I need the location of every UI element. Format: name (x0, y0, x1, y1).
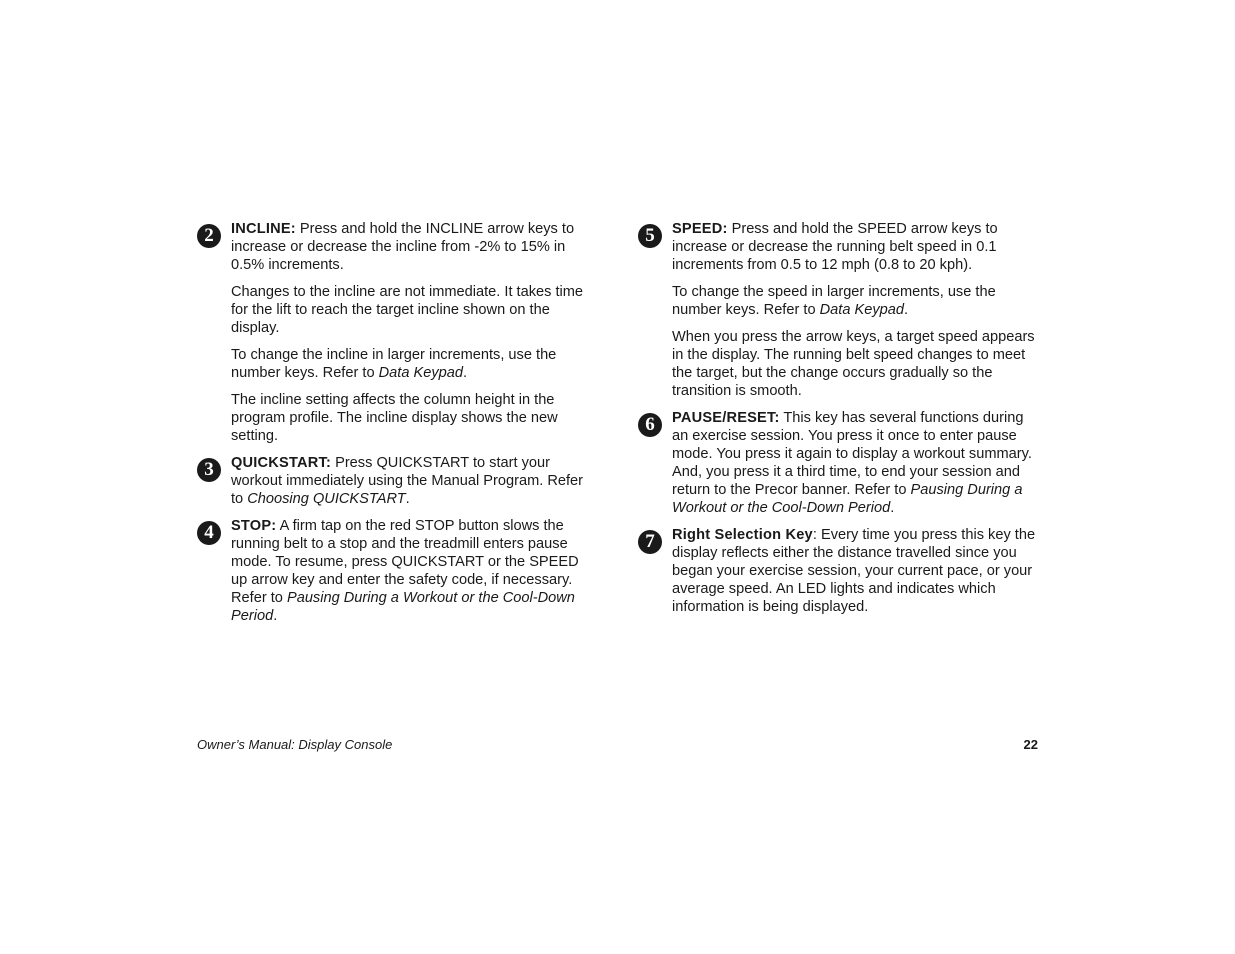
number-badge-6: 6 (638, 413, 662, 437)
speed-para2-ref: Data Keypad (819, 302, 905, 318)
quickstart-term: QUICKSTART: (231, 455, 332, 471)
speed-paragraph-3: When you press the arrow keys, a target speed appears in the display. The running belt speed changes to meet the target, but the change occurs gradually so the transition is smooth. (672, 329, 1035, 399)
number-badge-5: 5 (638, 224, 662, 248)
speed-item (638, 220, 1038, 400)
quickstart-item (197, 454, 597, 508)
speed-para2-text: To change the speed in larger increments, use the number keys. Refer to (672, 284, 996, 318)
incline-paragraph-3 (231, 346, 597, 382)
quickstart-ref: Choosing QUICKSTART (247, 491, 406, 507)
speed-para2-end: . (904, 302, 909, 318)
pause-reset-text: This key has several functions during an exercise session. You press it once to enter pause mode. You press it again to display a workout summary. And, you press it a third time, to end your session and return to the Precor banner. Refer to (672, 410, 1032, 498)
number-badge-3: 3 (197, 458, 221, 482)
incline-paragraph-2: Changes to the incline are not immediate. It takes time for the lift to reach the target incline shown on the display. (231, 284, 584, 336)
right-selection-text: : Every time you press this key the display reflects either the distance travelled since you began your exercise session, your current pace, or your average speed. An LED lights and indicates which information is being displayed. (672, 527, 1036, 615)
pause-reset-ref: Pausing During a Workout or the Cool-Down Period (672, 482, 1023, 516)
right-column (638, 220, 1038, 625)
stop-term: STOP: (231, 518, 277, 534)
speed-paragraph (672, 220, 1038, 274)
number-badge-4: 4 (197, 521, 221, 545)
stop-ref: Pausing During a Workout or the Cool-Down Period (231, 590, 575, 624)
stop-end: . (273, 608, 278, 624)
left-column (197, 220, 597, 634)
pause-reset-paragraph (672, 409, 1038, 517)
incline-para3-text: To change the incline in larger increments, use the number keys. Refer to (231, 347, 557, 381)
speed-text: Press and hold the SPEED arrow keys to increase or decrease the running belt speed in 0.1 increments from 0.5 to 12 mph (0.8 to 20 kph). (672, 221, 998, 273)
quickstart-end: . (405, 491, 410, 507)
speed-term: SPEED: (672, 221, 728, 237)
stop-paragraph (231, 517, 597, 625)
stop-text: A firm tap on the red STOP button slows the running belt to a stop and the treadmill enters pause mode. To resume, press QUICKSTART or the SPEED up arrow key and enter the safety code, if necessary. Refer to (231, 518, 579, 606)
stop-item (197, 517, 597, 625)
incline-item (197, 220, 597, 445)
speed-paragraph-2 (672, 283, 1038, 319)
page-number: 22 (1023, 737, 1038, 752)
pause-reset-item (638, 409, 1038, 517)
right-selection-paragraph (672, 526, 1038, 616)
incline-paragraph-4: The incline setting affects the column height in the program profile. The incline display shows the new setting. (231, 392, 558, 444)
number-badge-7: 7 (638, 530, 662, 554)
pause-reset-end: . (890, 500, 895, 516)
incline-term: INCLINE: (231, 221, 296, 237)
footer-title: Owner’s Manual: Display Console (197, 737, 393, 752)
incline-para3-ref: Data Keypad (378, 365, 464, 381)
right-selection-item (638, 526, 1038, 616)
incline-text: Press and hold the INCLINE arrow keys to increase or decrease the incline from -2% to 15% in 0.5% increments. (231, 221, 575, 273)
number-badge-2: 2 (197, 224, 221, 248)
quickstart-text: Press QUICKSTART to start your workout immediately using the Manual Program. Refer to (231, 455, 584, 507)
incline-para3-end: . (463, 365, 468, 381)
quickstart-paragraph (231, 454, 597, 508)
pause-reset-term: PAUSE/RESET: (672, 410, 780, 426)
incline-paragraph (231, 220, 597, 274)
right-selection-term: Right Selection Key (672, 527, 813, 543)
